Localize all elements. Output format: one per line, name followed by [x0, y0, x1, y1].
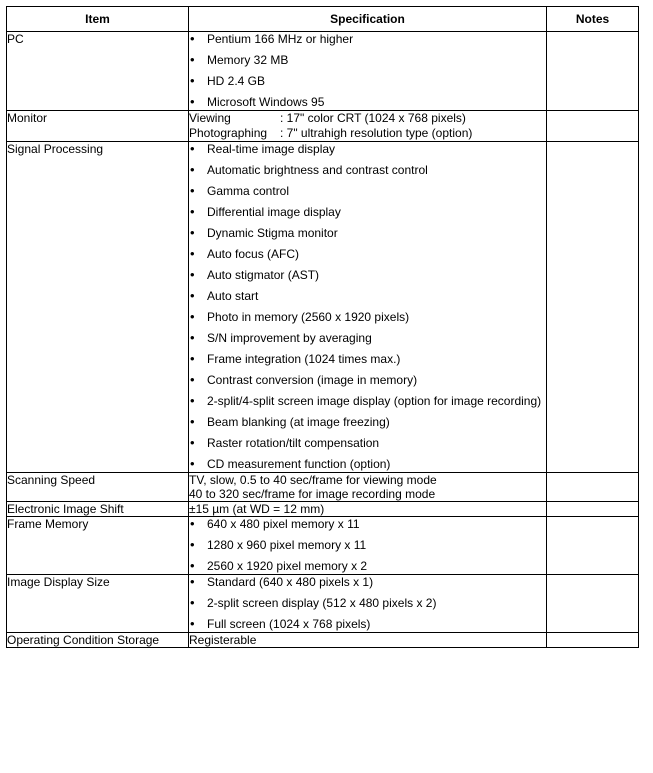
list-item: • 1280 x 960 pixel memory x 11	[189, 538, 546, 553]
list-item: • Memory 32 MB	[189, 53, 546, 68]
notes-column-header: Notes	[547, 7, 639, 32]
list-item: • Beam blanking (at image freezing)	[189, 415, 546, 430]
list-item: • 2-split screen display (512 x 480 pixels x 2)	[189, 596, 546, 611]
list-item: • Auto start	[189, 289, 546, 304]
notes-cell	[547, 32, 639, 111]
header-row	[7, 7, 639, 32]
list-item: • Dynamic Stigma monitor	[189, 226, 546, 241]
list-item: • Standard (640 x 480 pixels x 1)	[189, 575, 546, 590]
notes-cell	[547, 473, 639, 502]
spec-bullet-list	[189, 517, 546, 574]
monitor-photographing-line	[189, 126, 546, 141]
item-cell: Signal Processing	[7, 142, 189, 473]
list-item: • Raster rotation/tilt compensation	[189, 436, 546, 451]
list-item: • Auto focus (AFC)	[189, 247, 546, 262]
spec-text-line: TV, slow, 0.5 to 40 sec/frame for viewing mode	[189, 473, 437, 487]
spec-cell	[189, 142, 547, 473]
list-item: • Real-time image display	[189, 142, 546, 157]
spec-text-line: ±15 µm (at WD = 12 mm)	[189, 502, 325, 516]
list-item: • Auto stigmator (AST)	[189, 268, 546, 283]
item-cell: Operating Condition Storage	[7, 633, 189, 648]
spec-bullet-list	[189, 32, 546, 110]
list-item: • Contrast conversion (image in memory)	[189, 373, 546, 388]
notes-cell	[547, 111, 639, 142]
list-item: • Microsoft Windows 95	[189, 95, 546, 110]
notes-cell	[547, 517, 639, 575]
spec-cell	[189, 473, 547, 502]
list-item: • Gamma control	[189, 184, 546, 199]
monitor-line-value: : 17" color CRT (1024 x 768 pixels)	[280, 111, 466, 125]
spec-cell	[189, 32, 547, 111]
spec-bullet-list	[189, 142, 546, 472]
list-item: • 2560 x 1920 pixel memory x 2	[189, 559, 546, 574]
list-item: • 2-split/4-split screen image display (option for image recording)	[189, 394, 546, 409]
item-cell: PC	[7, 32, 189, 111]
table-row-operating-condition-storage	[7, 633, 639, 648]
list-item: • Photo in memory (2560 x 1920 pixels)	[189, 310, 546, 325]
spec-text-line: Registerable	[189, 633, 257, 647]
spec-cell	[189, 517, 547, 575]
item-column-header: Item	[7, 7, 189, 32]
list-item: • Full screen (1024 x 768 pixels)	[189, 617, 546, 632]
monitor-line-value: : 7" ultrahigh resolution type (option)	[280, 126, 473, 140]
table-row-electronic-image-shift	[7, 502, 639, 517]
item-cell: Scanning Speed	[7, 473, 189, 502]
notes-cell	[547, 502, 639, 517]
list-item: • 640 x 480 pixel memory x 11	[189, 517, 546, 532]
list-item: • Frame integration (1024 times max.)	[189, 352, 546, 367]
item-cell: Image Display Size	[7, 575, 189, 633]
specification-table	[6, 6, 639, 648]
list-item: • Pentium 166 MHz or higher	[189, 32, 546, 47]
table-row-signal-processing	[7, 142, 639, 473]
table-row-monitor	[7, 111, 639, 142]
monitor-line-label: Photographing	[189, 126, 268, 140]
table-row-image-display-size	[7, 575, 639, 633]
notes-cell	[547, 633, 639, 648]
spec-cell	[189, 575, 547, 633]
table-row-scanning-speed	[7, 473, 639, 502]
specification-column-header: Specification	[189, 7, 547, 32]
spec-cell	[189, 111, 547, 142]
monitor-viewing-line	[189, 111, 546, 126]
spec-cell	[189, 633, 547, 648]
table-row-pc	[7, 32, 639, 111]
monitor-line-label: Viewing	[189, 111, 231, 125]
notes-cell	[547, 575, 639, 633]
table-row-frame-memory	[7, 517, 639, 575]
list-item: • HD 2.4 GB	[189, 74, 546, 89]
list-item: • Differential image display	[189, 205, 546, 220]
spec-bullet-list	[189, 575, 546, 632]
spec-cell	[189, 502, 547, 517]
item-cell: Monitor	[7, 111, 189, 142]
notes-cell	[547, 142, 639, 473]
list-item: • S/N improvement by averaging	[189, 331, 546, 346]
list-item: • Automatic brightness and contrast control	[189, 163, 546, 178]
item-cell: Electronic Image Shift	[7, 502, 189, 517]
item-cell: Frame Memory	[7, 517, 189, 575]
spec-text-line: 40 to 320 sec/frame for image recording mode	[189, 487, 436, 501]
list-item: • CD measurement function (option)	[189, 457, 546, 472]
